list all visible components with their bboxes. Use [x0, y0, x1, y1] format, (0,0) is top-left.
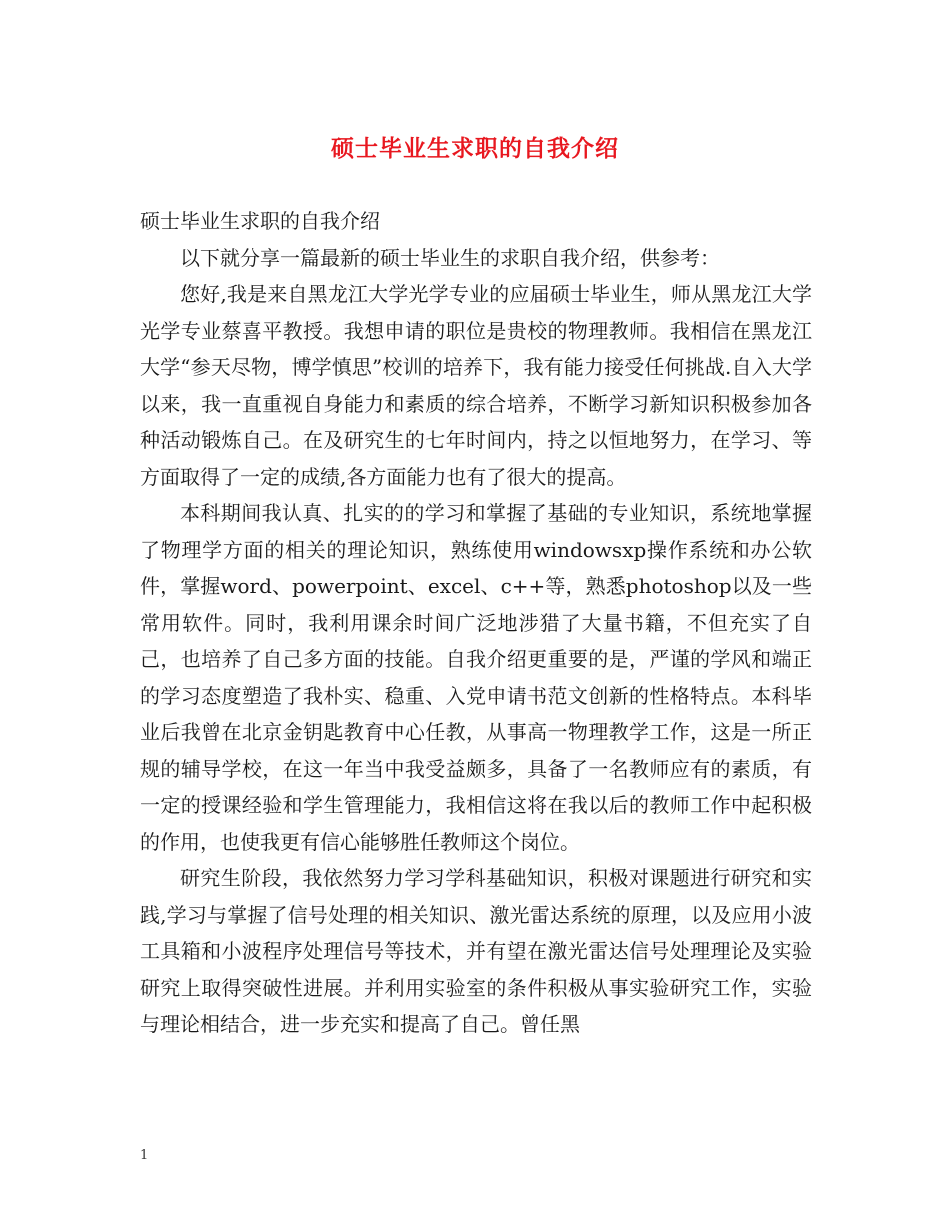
paragraph-intro: 以下就分享一篇最新的硕士毕业生的求职自我介绍，供参考：: [180, 245, 720, 270]
heading-line: 硕士毕业生求职的自我介绍: [140, 209, 380, 233]
document-body: [140, 203, 812, 1043]
paragraph-self-introduction: 您好,我是来自黑龙江大学光学专业的应届硕士毕业生，师从黑龙江大学光学专业蔡喜平教授。我想申请的职位是贵校的物理教师。我相信在黑龙江大学“参天尽物，博学慎思”校训的培养下，我有能力接受任何挑战.自入大学以来，我一直重视自身能力和素质的综合培养，不断学习新知识积极参加各种活动锻炼自己。在及研究生的七年时间内，持之以恒地努力，在学习、等方面取得了一定的成绩,各方面能力也有了很大的提高。: [140, 282, 812, 489]
paragraph-graduate: 研究生阶段，我依然努力学习学科基础知识，积极对课题进行研究和实践,学习与掌握了信号处理的相关知识、激光雷达系统的原理，以及应用小波工具箱和小波程序处理信号等技术，并有望在激光雷达信号处理理论及实验研究上取得突破性进展。并利用实验室的条件积极从事实验研究工作，实验与理论相结合，进一步充实和提高了自己。曾任黑: [140, 866, 812, 1036]
document-title: 硕士毕业生求职的自我介绍: [331, 135, 619, 162]
paragraph-undergraduate: 本科期间我认真、扎实的的学习和掌握了基础的专业知识，系统地掌握了物理学方面的相关的理论知识，熟练使用windowsxp操作系统和办公软件，掌握word、powerpoint、excel、c++等，熟悉photoshop以及一些常用软件。同时，我利用课余时间广泛地涉猎了大量书籍，不但充实了自己，也培养了自己多方面的技能。自我介绍更重要的是，严谨的学风和端正的学习态度塑造了我朴实、稳重、入党申请书范文创新的性格特点。本科毕业后我曾在北京金钥匙教育中心任教，从事高一物理教学工作，这是一所正规的辅导学校，在这一年当中我受益颇多，具备了一名教师应有的素质，有一定的授课经验和学生管理能力，我相信这将在我以后的教师工作中起积极的作用，也使我更有信心能够胜任教师这个岗位。: [140, 501, 812, 854]
page-number: 1: [140, 1148, 149, 1163]
